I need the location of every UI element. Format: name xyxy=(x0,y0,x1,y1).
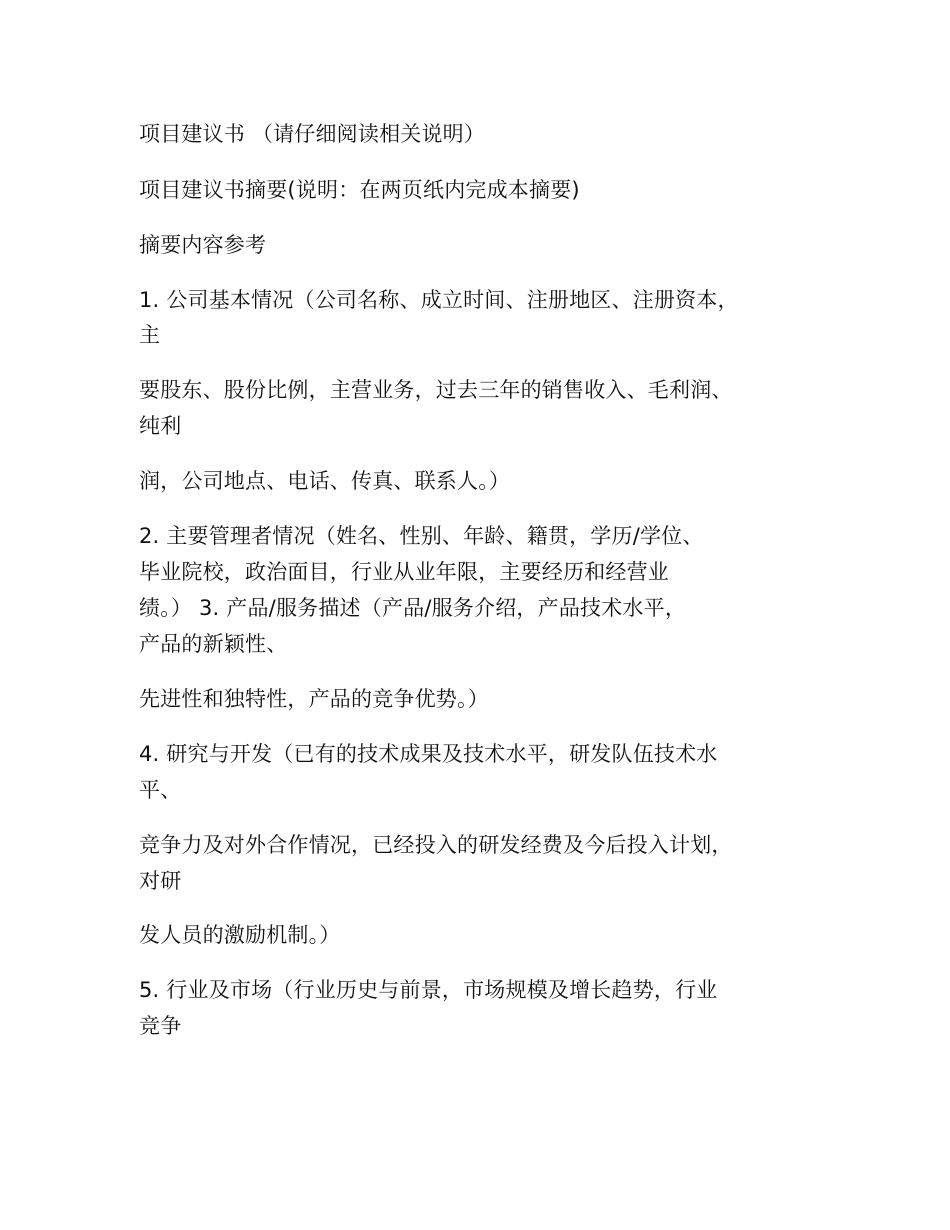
text-line: 产品的新颖性、 xyxy=(139,632,288,656)
text-line: 先进性和独特性，产品的竞争优势。） xyxy=(139,687,489,711)
text-line: 2. 主要管理者情况（姓名、性别、年龄、籍贯，学历/学位、 xyxy=(139,524,704,548)
text-line: 竞争 xyxy=(139,1014,182,1038)
text-line: 绩。） 3. 产品/服务描述（产品/服务介绍，产品技术水平， xyxy=(139,596,687,620)
text-line: 润，公司地点、电话、传真、联系人。） xyxy=(139,469,511,493)
text-line: 1. 公司基本情况（公司名称、成立时间、注册地区、注册资本， xyxy=(139,288,739,312)
text-line: 主 xyxy=(139,323,161,347)
text-line: 竞争力及对外合作情况，已经投入的研发经费及今后投入计划， xyxy=(139,833,733,857)
text-line: 纯利 xyxy=(139,414,182,438)
text-line: 毕业院校，政治面目，行业从业年限，主要经历和经营业 xyxy=(139,560,669,584)
text-line: 5. 行业及市场（行业历史与前景，市场规模及增长趋势，行业 xyxy=(139,978,718,1002)
text-line: 平、 xyxy=(139,778,182,802)
text-line: 发人员的激励机制。） xyxy=(139,923,341,947)
summary-heading: 项目建议书摘要(说明：在两页纸内完成本摘要) xyxy=(139,178,580,202)
text-line: 对研 xyxy=(139,869,182,893)
text-line: 要股东、股份比例，主营业务，过去三年的销售收入、毛利润、 xyxy=(139,378,733,402)
document-title: 项目建议书 （请仔细阅读相关说明） xyxy=(139,122,486,146)
summary-reference-heading: 摘要内容参考 xyxy=(139,233,267,257)
text-line: 4. 研究与开发（已有的技术成果及技术水平，研发队伍技术水 xyxy=(139,742,718,766)
